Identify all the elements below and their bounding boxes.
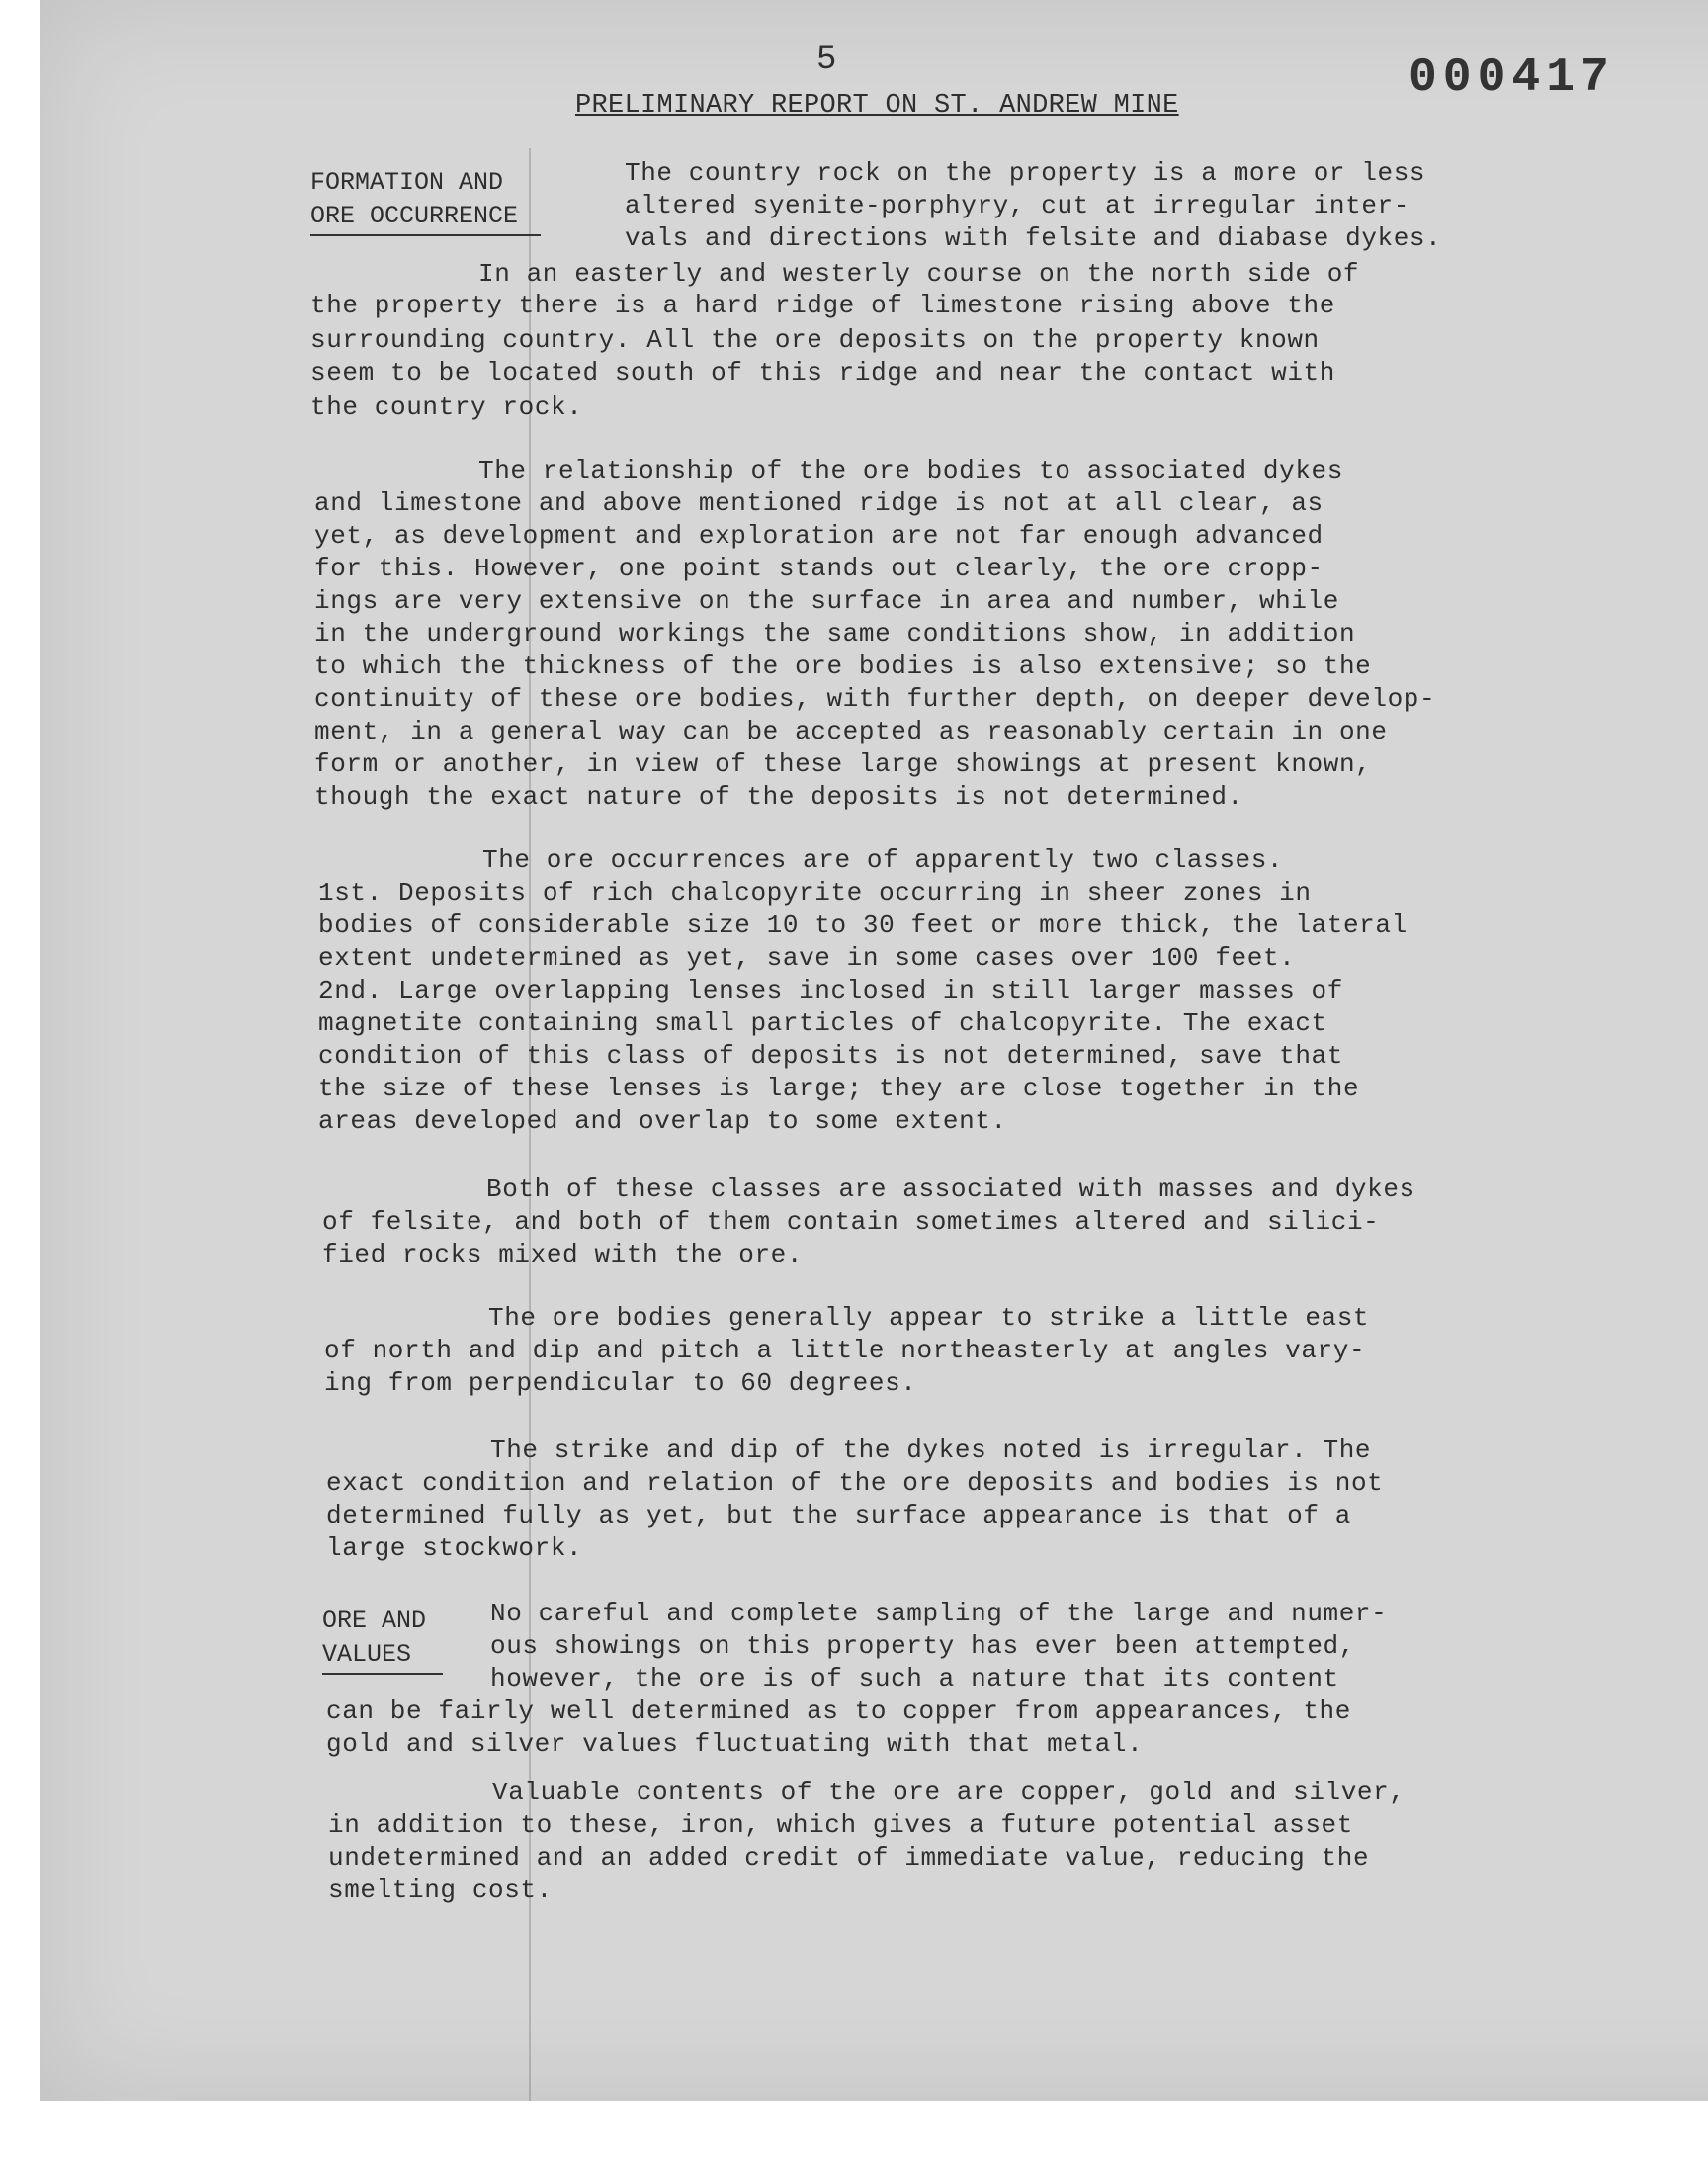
text-line: however, the ore is of such a nature that its content: [490, 1664, 1339, 1694]
text-line: undetermined and an added credit of immediate value, reducing the: [328, 1843, 1370, 1872]
document-id-stamp: 000417: [1409, 51, 1615, 105]
text-line: determined fully as yet, but the surface appearance is that of a: [326, 1501, 1351, 1530]
heading-underline: [322, 1673, 443, 1675]
text-line: and limestone and above mentioned ridge is not at all clear, as: [314, 488, 1324, 518]
text-line: ment, in a general way can be accepted as reasonably certain in one: [314, 717, 1388, 746]
text-line: The strike and dip of the dykes noted is irregular. The: [490, 1436, 1372, 1465]
margin-heading-line: ORE OCCURRENCE: [310, 202, 519, 230]
text-line: surrounding country. All the ore deposits on the property known: [310, 325, 1320, 355]
text-line: ings are very extensive on the surface in area and number, while: [314, 586, 1339, 616]
text-line: Both of these classes are associated with masses and dykes: [486, 1174, 1415, 1204]
text-line: exact condition and relation of the ore deposits and bodies is not: [326, 1468, 1384, 1498]
text-line: large stockwork.: [326, 1533, 583, 1563]
text-line: ing from perpendicular to 60 degrees.: [324, 1368, 917, 1398]
text-line: vals and directions with felsite and diabase dykes.: [625, 223, 1442, 253]
text-line: yet, as development and exploration are not far enough advanced: [314, 521, 1324, 551]
text-line: The country rock on the property is a more or less: [625, 158, 1426, 188]
margin-heading-ore-values: [322, 1605, 443, 1675]
text-line: continuity of these ore bodies, with further depth, on deeper develop-: [314, 684, 1436, 714]
text-line: fied rocks mixed with the ore.: [322, 1240, 804, 1269]
text-line: No careful and complete sampling of the large and numer-: [490, 1599, 1388, 1628]
text-line: areas developed and overlap to some extent.: [318, 1106, 1007, 1136]
page-number: 5: [816, 42, 837, 79]
text-line: Valuable contents of the ore are copper, gold and silver,: [492, 1778, 1406, 1807]
text-line: to which the thickness of the ore bodies is also extensive; so the: [314, 652, 1372, 681]
text-line: The ore occurrences are of apparently two classes.: [482, 845, 1284, 875]
text-line: for this. However, one point stands out clearly, the ore cropp-: [314, 554, 1324, 583]
text-line: The relationship of the ore bodies to associated dykes: [478, 456, 1343, 485]
heading-underline: [310, 234, 541, 236]
text-line: 1st. Deposits of rich chalcopyrite occurring in sheer zones in: [318, 878, 1312, 908]
text-line: in addition to these, iron, which gives a future potential asset: [328, 1810, 1353, 1840]
margin-heading-formation: [310, 166, 541, 236]
text-line: the size of these lenses is large; they are close together in the: [318, 1074, 1360, 1103]
text-line: in the underground workings the same conditions show, in addition: [314, 619, 1356, 649]
report-title: PRELIMINARY REPORT ON ST. ANDREW MINE: [575, 91, 1179, 121]
text-line: of felsite, and both of them contain sometimes altered and silici-: [322, 1207, 1380, 1237]
text-line: ous showings on this property has ever been attempted,: [490, 1631, 1355, 1661]
text-line: magnetite containing small particles of chalcopyrite. The exact: [318, 1008, 1327, 1038]
text-line: form or another, in view of these large showings at present known,: [314, 749, 1372, 779]
margin-heading-line: VALUES: [322, 1640, 412, 1669]
text-line: the country rock.: [310, 392, 583, 422]
text-line: smelting cost.: [328, 1875, 553, 1905]
margin-heading-line: ORE AND: [322, 1607, 427, 1635]
text-line: the property there is a hard ridge of limestone rising above the: [310, 291, 1335, 320]
text-line: 2nd. Large overlapping lenses inclosed in still larger masses of: [318, 976, 1343, 1005]
text-line: In an easterly and westerly course on the north side of: [478, 259, 1360, 289]
text-line: seem to be located south of this ridge and near the contact with: [310, 358, 1335, 388]
text-line: altered syenite-porphyry, cut at irregular inter-: [625, 191, 1409, 220]
text-line: bodies of considerable size 10 to 30 feet or more thick, the lateral: [318, 911, 1408, 940]
text-line: though the exact nature of the deposits is not determined.: [314, 782, 1243, 812]
text-line: extent undetermined as yet, save in some cases over 100 feet.: [318, 943, 1296, 973]
text-line: of north and dip and pitch a little northeasterly at angles vary-: [324, 1336, 1366, 1365]
text-line: condition of this class of deposits is not determined, save that: [318, 1041, 1343, 1071]
margin-heading-line: FORMATION AND: [310, 168, 504, 197]
text-line: gold and silver values fluctuating with that metal.: [326, 1729, 1144, 1759]
text-line: can be fairly well determined as to copper from appearances, the: [326, 1696, 1351, 1726]
text-line: The ore bodies generally appear to strike a little east: [488, 1303, 1370, 1333]
